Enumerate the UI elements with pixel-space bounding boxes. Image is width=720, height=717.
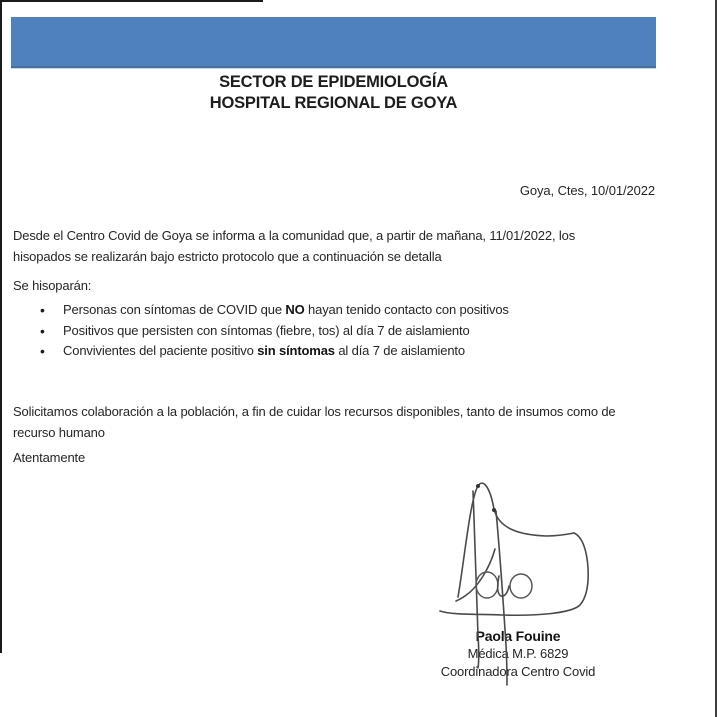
title-line-1: SECTOR DE EPIDEMIOLOGÍA xyxy=(219,73,448,91)
title-line-2: HOSPITAL REGIONAL DE GOYA xyxy=(209,94,458,112)
left-border-line xyxy=(0,0,2,653)
list-item xyxy=(13,321,663,342)
list-lead: Se hisoparán: xyxy=(13,278,92,293)
signer-credential: Médica M.P. 6829 xyxy=(467,646,569,661)
bullet-text: Convivientes del paciente positivo xyxy=(63,343,258,358)
right-border-line xyxy=(715,0,717,717)
intro-line-2: hisopados se realizarán bajo estricto protocolo que a continuación se detalla xyxy=(13,248,442,264)
signature-block xyxy=(398,628,638,681)
document-title xyxy=(11,72,656,114)
closing-line-2: recurso humano xyxy=(13,424,105,440)
header-banner xyxy=(11,17,656,68)
signer-role: Coordinadora Centro Covid xyxy=(440,664,596,679)
bullet-text: al día 7 de aislamiento xyxy=(334,343,465,358)
bullet-text: hayan tenido contacto con positivos xyxy=(304,302,509,317)
intro-paragraph xyxy=(13,226,673,267)
bullet-text: Personas con síntomas de COVID que xyxy=(63,302,286,317)
closing-paragraph xyxy=(13,402,673,443)
closing-line-1: Solicitamos colaboración a la población, a fin de cuidar los recursos disponibles, tanto de insumos como de xyxy=(13,404,616,419)
bullet-text: Positivos que persisten con síntomas (fiebre, tos) al día 7 de aislamiento xyxy=(63,322,470,338)
bullet-list xyxy=(13,300,663,362)
regards-line: Atentamente xyxy=(13,450,86,465)
list-item xyxy=(13,341,663,362)
bullet-bold-text: NO xyxy=(285,302,305,317)
list-item xyxy=(13,300,663,321)
intro-line-1: Desde el Centro Covid de Goya se informa a la comunidad que, a partir de mañana, 11/01/2022, los xyxy=(13,228,576,243)
date-line: Goya, Ctes, 10/01/2022 xyxy=(519,183,655,198)
signer-name: Paola Fouine xyxy=(475,628,561,644)
top-border-line xyxy=(0,0,263,2)
bullet-bold-text: sin síntomas xyxy=(257,343,335,358)
